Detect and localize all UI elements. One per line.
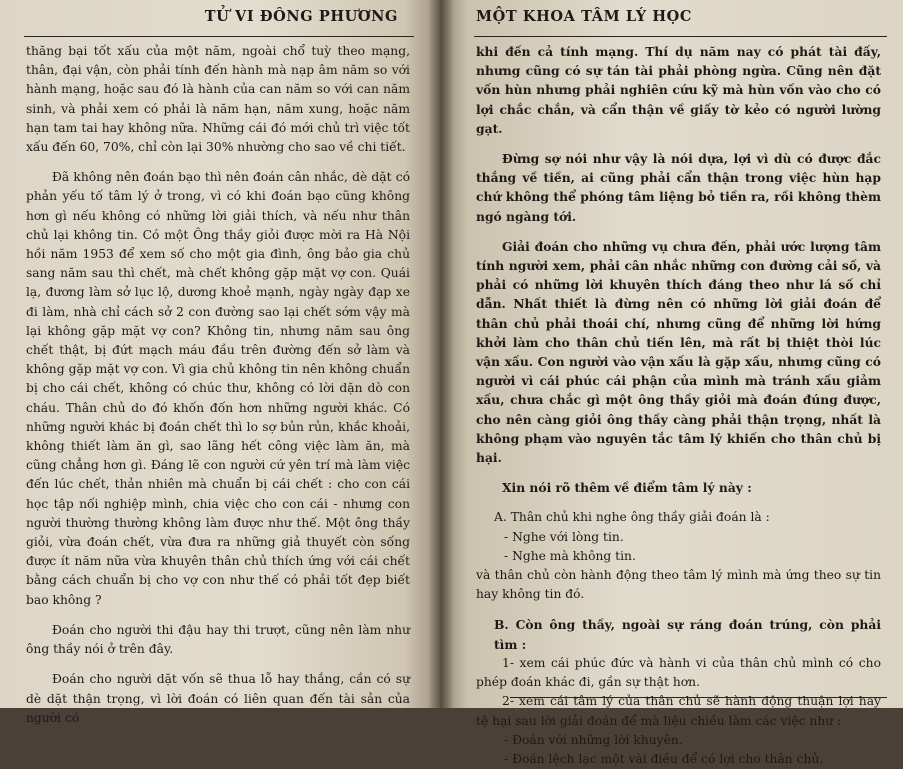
left-paragraph-3: Đoán cho người thi đậu hay thi trượt, cũng nên làm như ông thầy nói ở trên đây. (26, 622, 410, 657)
left-paragraph-1: thăng bại tốt xấu của một năm, ngoài chổ tuỳ theo mạng, thân, đại vận, còn phải tính đến hành mà nạp âm năm so với hành mạng, hoặc sau đó là hành của can năm so với can năm sinh, và phải xem có phải là năm hạn, năm xung, hoặc năm hạn tam tai hay không nữa. Những cái đó mới chủ trì việc tốt xấu đến 60, 70%, chỉ còn lại 30% nhường cho sao về chi tiết. (26, 44, 410, 155)
right-paragraph-4: Xin nói rõ thêm về điểm tâm lý này : (502, 480, 752, 496)
left-header-rule (24, 36, 414, 37)
left-page (0, 0, 440, 725)
right-list-heading-a: A. Thân chủ khi nghe ông thầy giải đoán là : (494, 510, 770, 525)
right-paragraph-1: khi đến cả tính mạng. Thí dụ năm nay có phát tài đấy, nhưng cũng có sự tán tài phải phòng ngừa. Cũng nên đặt vốn hùn nhưng phải nghiên cứu kỹ mà hùn vốn vào cho có lợi chắc chắn, và cẩn thận về giấy tờ kẻo có người lường gạt. (476, 44, 881, 136)
right-page (440, 0, 903, 766)
right-list-heading-b: B. Còn ông thầy, ngoài sự ráng đoán trúng, còn phải tìm : (494, 617, 881, 652)
right-list-item-believe: - Nghe với lòng tin. (504, 529, 624, 544)
right-list-item-deviation: - Đoán lệch lạc một vài điều để có lợi cho thân chủ. (504, 751, 824, 766)
left-running-head: TỬ VI ĐÔNG PHƯƠNG (204, 8, 398, 25)
right-paragraph-2: Đừng sợ nói như vậy là nói dựa, lợi vì dù có được đắc thắng về tiền, ai cũng phải cẩn thận trong việc hùn hạp chứ không thể phóng tâm liệng bỏ tiền ra, rồi không thèm ngó ngàng tới. (476, 151, 881, 224)
book-gutter-shadow (428, 0, 454, 708)
right-running-head: MỘT KHOA TÂM LÝ HỌC (476, 8, 693, 25)
right-list-item-advice: - Đoán với những lời khuyên. (504, 732, 683, 747)
right-list-item-disbelieve: - Nghe mà không tin. (504, 548, 636, 563)
right-header-rule (474, 36, 887, 37)
right-list-item-1: 1- xem cái phúc đức và hành vi của thân chủ mình có cho phép đoán khác đi, gần sự thật hơn. (476, 655, 881, 690)
left-paragraph-2: Đã không nên đoán bạo thì nên đoán cân nhắc, dè dặt có phản yếu tố tâm lý ở trong, vì có khi đoán bạo cũng không hơn gì nếu không có những lời giải thích, và nếu như thân chủ lại không tin. Có một Ông thầy giỏi được mời ra Hà Nội hồi năm 1953 để xem số cho một gia đình, ông bảo gia chủ sang năm sau thì chết, mà chết không gặp mặt vợ con. Quái lạ, đương làm sở lục lộ, dương khoẻ mạnh, ngày ngày đạp xe đi làm, nhà chỉ cách sở 2 con đường sao lại chết sớm vậy mà lại không gặp mặt vợ con? Không tin, nhưng năm sau ông chết thật, bị đứt mạch máu đầu trên đường đến sở làm và không gặp mặt vợ con. Vì gia chủ không tin nên không chuẩn bị cho cái chết, không có chúc thư, không có lời dặn dò con cháu. Thân chủ do đó khốn đốn hơn những người khác. Có những người khác bị đoán chết thì lo sợ bủn rủn, khắc khoải, không thiết làm ăn gì, sao lãng hết công việc làm ăn, mà cũng chẳng hơn gì. Đáng lẽ con người cứ yên trí mà làm việc đến lúc chết, thản nhiên mà chuẩn bị cái chết : cho con cái học tập nối nghiệp mình, chia việc cho con cái - nhưng con người thường thường không làm được như thế. Một ông thầy giỏi, vừa đoán chết, vừa đưa ra những giả thuyết còn sống được ít năm nữa vừa khuyên thân chủ thích ứng với cái chết bằng cách chuẩn bị cho vợ con như thế có phải tốt đẹp biết bao không ? (26, 170, 410, 607)
right-paragraph-5: và thân chủ còn hành động theo tâm lý mình mà ứng theo sự tin hay không tin đó. (476, 568, 881, 602)
right-page-body (476, 42, 881, 769)
left-page-body (26, 42, 410, 728)
right-list-item-2: 2- xem cái tâm lý của thân chủ sẽ hành động thuận lợi hay tệ hại sau lời giải đoán để mà liệu chiều làm các việc như : (476, 694, 881, 728)
right-paragraph-3: Giải đoán cho những vụ chưa đến, phải ước lượng tâm tính người xem, phải cân nhắc những con đường cải số, và phải có những lời khuyên thích đáng theo như lá số chỉ dẫn. Nhất thiết là đừng nên có những lời giải đoán để thân chủ phải thoái chí, nhưng cũng để những lời hứng khởi làm cho thân chủ tiến lên, mà rất bị thiệt thòi lúc vận xấu. Con người vào vận xấu là gặp xấu, nhưng cũng có người vì cái phúc cái phận của mình mà tránh xấu giảm xấu, chưa chắc gì một ông thầy giỏi mà đoán đúng được, cho nên càng giỏi ông thầy càng phải thận trọng, nhất là không phạm vào nguyên tắc tâm lý khiến cho thân chủ bị hại. (476, 238, 881, 466)
right-footer-rule (510, 697, 887, 698)
left-paragraph-4: Đoán cho người dặt vốn sẽ thua lỗ hay thắng, cần có sự dè dặt thận trọng, vì lời đoán có liên quan đến tài sản của người có (26, 672, 410, 725)
